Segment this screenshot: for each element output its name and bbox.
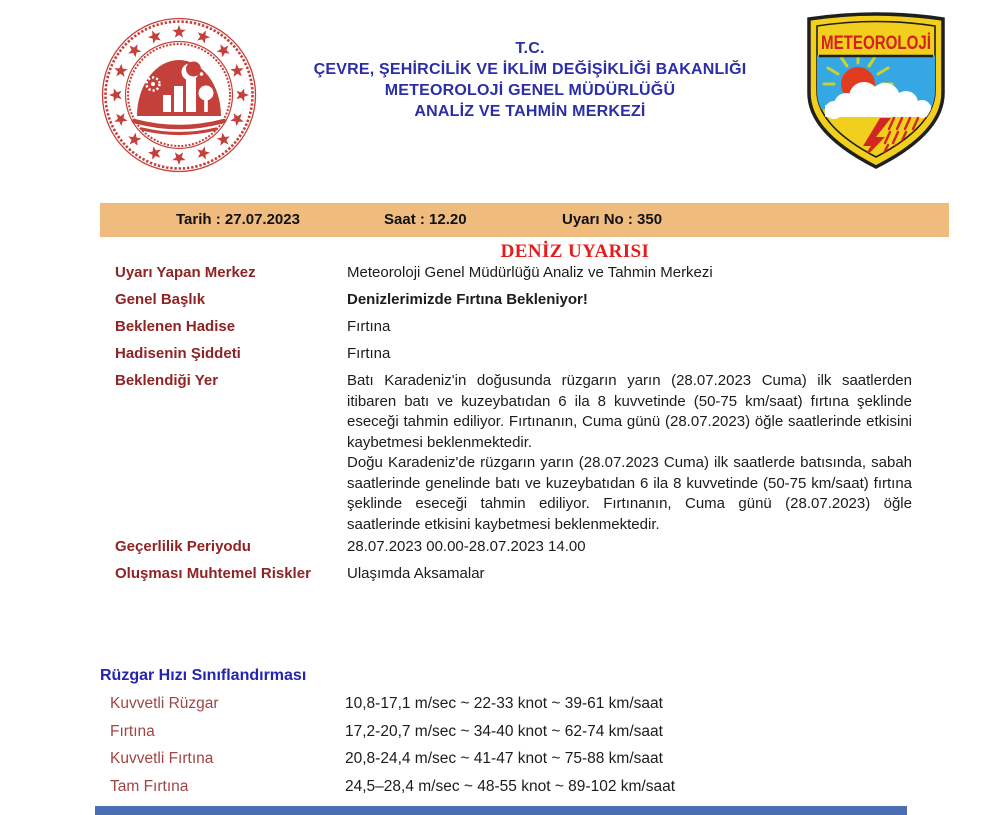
field-row [115, 317, 912, 336]
tree-icon [199, 86, 214, 101]
field-label: Beklendiği Yer [115, 372, 219, 389]
field-row [115, 537, 912, 556]
meteorology-logo-text: METEOROLOJİ [821, 33, 931, 54]
seal-emblem [134, 60, 224, 134]
field-row [115, 290, 912, 309]
swoosh-line [142, 129, 216, 134]
classification-value: 20,8-24,4 m/sec ~ 41-47 knot ~ 75-88 km/saat [345, 750, 663, 767]
classification-table [110, 694, 870, 804]
classification-label: Tam Fırtına [110, 777, 189, 795]
document-header [270, 38, 790, 122]
field-value: 28.07.2023 00.00-28.07.2023 14.00 [347, 538, 586, 555]
field-label: Genel Başlık [115, 291, 206, 308]
header-analysis-center-line: ANALİZ VE TAHMİN MERKEZİ [414, 103, 646, 120]
field-value: Meteoroloji Genel Müdürlüğü Analiz ve Tahmin Merkezi [347, 264, 713, 281]
classification-heading: Rüzgar Hızı Sınıflandırması [100, 667, 307, 684]
field-label: Geçerlilik Periyodu [115, 538, 251, 555]
meteorology-shield-icon [800, 6, 952, 171]
meteorology-shield-logo [800, 6, 952, 171]
info-bar [100, 203, 949, 237]
classification-row [110, 749, 870, 768]
header-ministry-line: ÇEVRE, ŞEHİRCİLİK VE İKLİM DEĞİŞİKLİĞİ BAKANLIĞI [313, 61, 747, 78]
classification-row [110, 722, 870, 741]
warning-paragraph: Batı Karadeniz'in doğusunda rüzgarın yarın (28.07.2023 Cuma) ilk saatlerden itibaren batı ve kuzeybatıdan 6 ila 8 kuvvetinde (50-75 km/saat) fırtına şeklinde eseceği tahmin ediliyor. Fırtınanın, Cuma günü (28.07.2023) öğle saatlerinde etkisini kaybetmesi beklenmektedir. [347, 372, 912, 451]
classification-row [110, 777, 870, 796]
building-bar [163, 95, 171, 112]
field-value: Fırtına [347, 345, 391, 362]
ministry-seal-icon [100, 16, 258, 174]
field-label: Oluşması Muhtemel Riskler [115, 565, 311, 582]
building-bar [186, 77, 196, 112]
classification-value: 17,2-20,7 m/sec ~ 34-40 knot ~ 62-74 km/saat [345, 722, 663, 740]
document-title: DENİZ UYARISI [500, 241, 650, 262]
field-row [115, 344, 912, 363]
swoosh-line [134, 121, 224, 127]
field-label: Uyarı Yapan Merkez [115, 264, 256, 281]
date-value: Tarih : 27.07.2023 [176, 211, 300, 228]
ministry-seal-logo [100, 16, 258, 174]
header-tc: T.C. [515, 40, 545, 57]
classification-label: Kuvvetli Fırtına [110, 750, 214, 767]
field-value: Fırtına [347, 318, 391, 335]
classification-value: 24,5–28,4 m/sec ~ 48-55 knot ~ 89-102 km/saat [345, 777, 676, 795]
time-value: Saat : 12.20 [384, 211, 467, 228]
classification-value: 10,8-17,1 m/sec ~ 22-33 knot ~ 39-61 km/saat [345, 695, 663, 712]
warning-paragraph: Doğu Karadeniz'de rüzgarın yarın (28.07.2023 Cuma) ilk saatlerde batısında, sabah saatlerinde genelinde batı ve kuzeybatıdan 6 ila 8 kuvvetinde (50-75 km/saat) fırtına şeklinde eseceği tahmin ediliyor. Fırtınanın, Cuma günü (28.07.2023) öğle saatlerinde etkisini kaybetmesi beklenmektedir. [347, 454, 912, 533]
crescent-star-dot [200, 72, 204, 76]
building-bar [174, 86, 183, 112]
field-label: Hadisenin Şiddeti [115, 345, 241, 362]
header-directorate-line: METEOROLOJİ GENEL MÜDÜRLÜĞÜ [384, 82, 676, 99]
bottom-bar [95, 806, 907, 815]
field-row [115, 564, 912, 583]
classification-label: Fırtına [110, 722, 155, 740]
classification-label: Kuvvetli Rüzgar [110, 695, 219, 712]
classification-row [110, 694, 870, 713]
field-value: Ulaşımda Aksamalar [347, 565, 485, 582]
field-value [347, 371, 912, 535]
warning-fields [115, 263, 912, 591]
star-icon [172, 25, 185, 38]
field-value: Denizlerimizde Fırtına Bekleniyor! [347, 291, 588, 308]
field-row [115, 371, 912, 535]
field-label: Beklenen Hadise [115, 318, 236, 335]
field-row [115, 263, 912, 282]
warning-number: Uyarı No : 350 [562, 211, 663, 228]
